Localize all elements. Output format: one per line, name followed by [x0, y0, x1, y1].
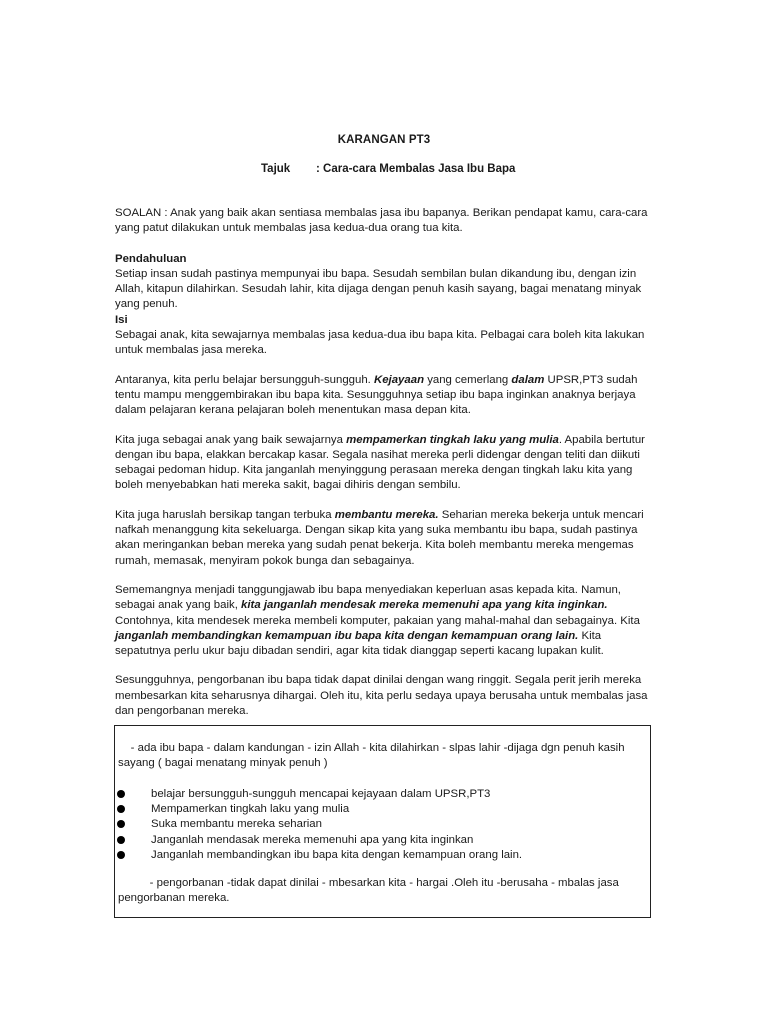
p1-text-e: UPSR,PT3 sudah tentu mampu menggembirakan ibu bapa kita. Sesungguhnya setiap ibu bapa inginkan anaknya berjaya dalam pelajaran kerana pelajaran boleh menentukan masa depan kita. [115, 373, 638, 417]
list-item [115, 802, 645, 817]
soalan-paragraph: SOALAN : Anak yang baik akan sentiasa membalas jasa ibu bapanya. Berikan pendapat kamu, cara-cara yang patut dilakukan untuk membalas jasa kedua-dua orang tua kita. [115, 207, 648, 235]
p4-text-a: Sememangnya menjadi tanggungjawab ibu bapa menyediakan keperluan asas kepada kita. Namun, sebagai anak yang baik, [115, 583, 621, 612]
isi-intro-paragraph: Sebagai anak, kita sewajarnya membalas jasa kedua-dua ibu bapa kita. Pelbagai cara boleh kita lakukan untuk membalas jasa mereka. [115, 329, 645, 357]
p1-emphasis-kejayaan: Kejayaan [374, 373, 425, 386]
list-item [115, 817, 645, 832]
isi-paragraph-4 [115, 583, 655, 659]
bullet-text: Mempamerkan tingkah laku yang mulia [151, 803, 350, 816]
p4-text-e: Kita sepatutnya perlu ukur baju dibadan sendiri, agar kita tidak dianggap seperti kacang lupakan kulit. [115, 629, 604, 658]
summary-outro: - pengorbanan -tidak dapat dinilai - mbesarkan kita - hargai .Oleh itu -berusaha - mbalas jasa pengorbanan mereka. [118, 877, 619, 904]
bullet-text: belajar bersungguh-sungguh mencapai kejayaan dalam UPSR,PT3 [151, 788, 491, 800]
p1-text-c: yang cemerlang [424, 373, 512, 386]
isi-heading: Isi [115, 313, 128, 326]
bullet-icon [117, 836, 125, 844]
p3-text-a: Kita juga haruslah bersikap tangan terbuka [115, 508, 335, 521]
p1-text-a: Antaranya, kita perlu belajar bersungguh-sungguh. [115, 373, 374, 386]
p3-text-c: Seharian mereka bekerja untuk mencari nafkah menanggung kita sekeluarga. Dengan sikap kita yang suka membantu ibu bapa, sudah pastinya akan meringankan beban mereka yang sudah penat bekerja. Kita boleh membantu mereka mengemas rumah, memasak, menyiram pokok bunga dan sebagainya. [115, 508, 644, 567]
bullet-icon [117, 805, 125, 813]
isi-paragraph-2 [115, 433, 655, 494]
bullet-icon [117, 820, 125, 828]
p1-emphasis-dalam: dalam [511, 373, 545, 386]
p4-text-c: Contohnya, kita mendesek mereka membeli komputer, pakaian yang mahal-mahal dan sebagainya. Kita [115, 614, 640, 627]
penutup-paragraph: Sesungguhnya, pengorbanan ibu bapa tidak dapat dinilai dengan wang ringgit. Segala perit jerih mereka membesarkan kita seharusnya dihargai. Oleh itu, kita perlu sedaya upaya berusaha untuk membalas jasa dan pengorbanan mereka. [115, 674, 648, 718]
list-item [115, 848, 645, 863]
bullet-icon [117, 851, 125, 859]
document-title: KARANGAN PT3 [337, 134, 431, 146]
list-item [115, 833, 645, 848]
pendahuluan-heading: Pendahuluan [115, 252, 187, 265]
p2-emphasis: mempamerkan tingkah laku yang mulia [346, 433, 559, 446]
p3-emphasis: membantu mereka. [334, 508, 439, 521]
bullet-icon [117, 790, 125, 798]
summary-intro: - ada ibu bapa - dalam kandungan - izin Allah - kita dilahirkan - slpas lahir -dijaga dgn penuh kasih sayang ( bagai menatang minyak penuh ) [118, 742, 625, 769]
essay-body [115, 206, 655, 719]
isi-paragraph-3 [115, 508, 655, 569]
tajuk-value: : Cara-cara Membalas Jasa Ibu Bapa [316, 163, 516, 175]
summary-box [114, 725, 651, 918]
bullet-text: Janganlah membandingkan ibu bapa kita dengan kemampuan orang lain. [151, 848, 523, 861]
p2-text-c: . Apabila bertutur dengan ibu bapa, elakkan bercakap kasar. Segala nasihat mereka perli didengar dengan teliti dan diikuti sebagai pedoman hidup. Kita janganlah menyinggung perasaan mereka dengan tingkah laku kita yang boleh menyebabkan hati mereka sakit, bagai dihiris dengan sembilu. [115, 433, 645, 492]
tajuk-label: Tajuk [261, 163, 291, 175]
bullet-text: Suka membantu mereka seharian [151, 818, 322, 831]
bullet-text: Janganlah mendasak mereka memenuhi apa yang kita inginkan [151, 833, 474, 846]
summary-bullet-list [115, 787, 645, 863]
p4-emphasis-1: kita janganlah mendesak mereka memenuhi apa yang kita inginkan. [241, 599, 608, 612]
isi-paragraph-1 [115, 373, 655, 419]
p4-emphasis-2: janganlah membandingkan kemampuan ibu bapa kita dengan kemampuan orang lain. [115, 629, 579, 642]
tajuk-row [261, 163, 515, 175]
list-item [115, 787, 645, 802]
pendahuluan-paragraph: Setiap insan sudah pastinya mempunyai ibu bapa. Sesudah sembilan bulan dikandung ibu, dengan izin Allah, kitapun dilahirkan. Sesudah lahir, kita dijaga dengan penuh kasih sayang, bagai menatang minyak yang penuh. [115, 267, 642, 311]
p2-text-a: Kita juga sebagai anak yang baik sewajarnya [115, 433, 347, 446]
